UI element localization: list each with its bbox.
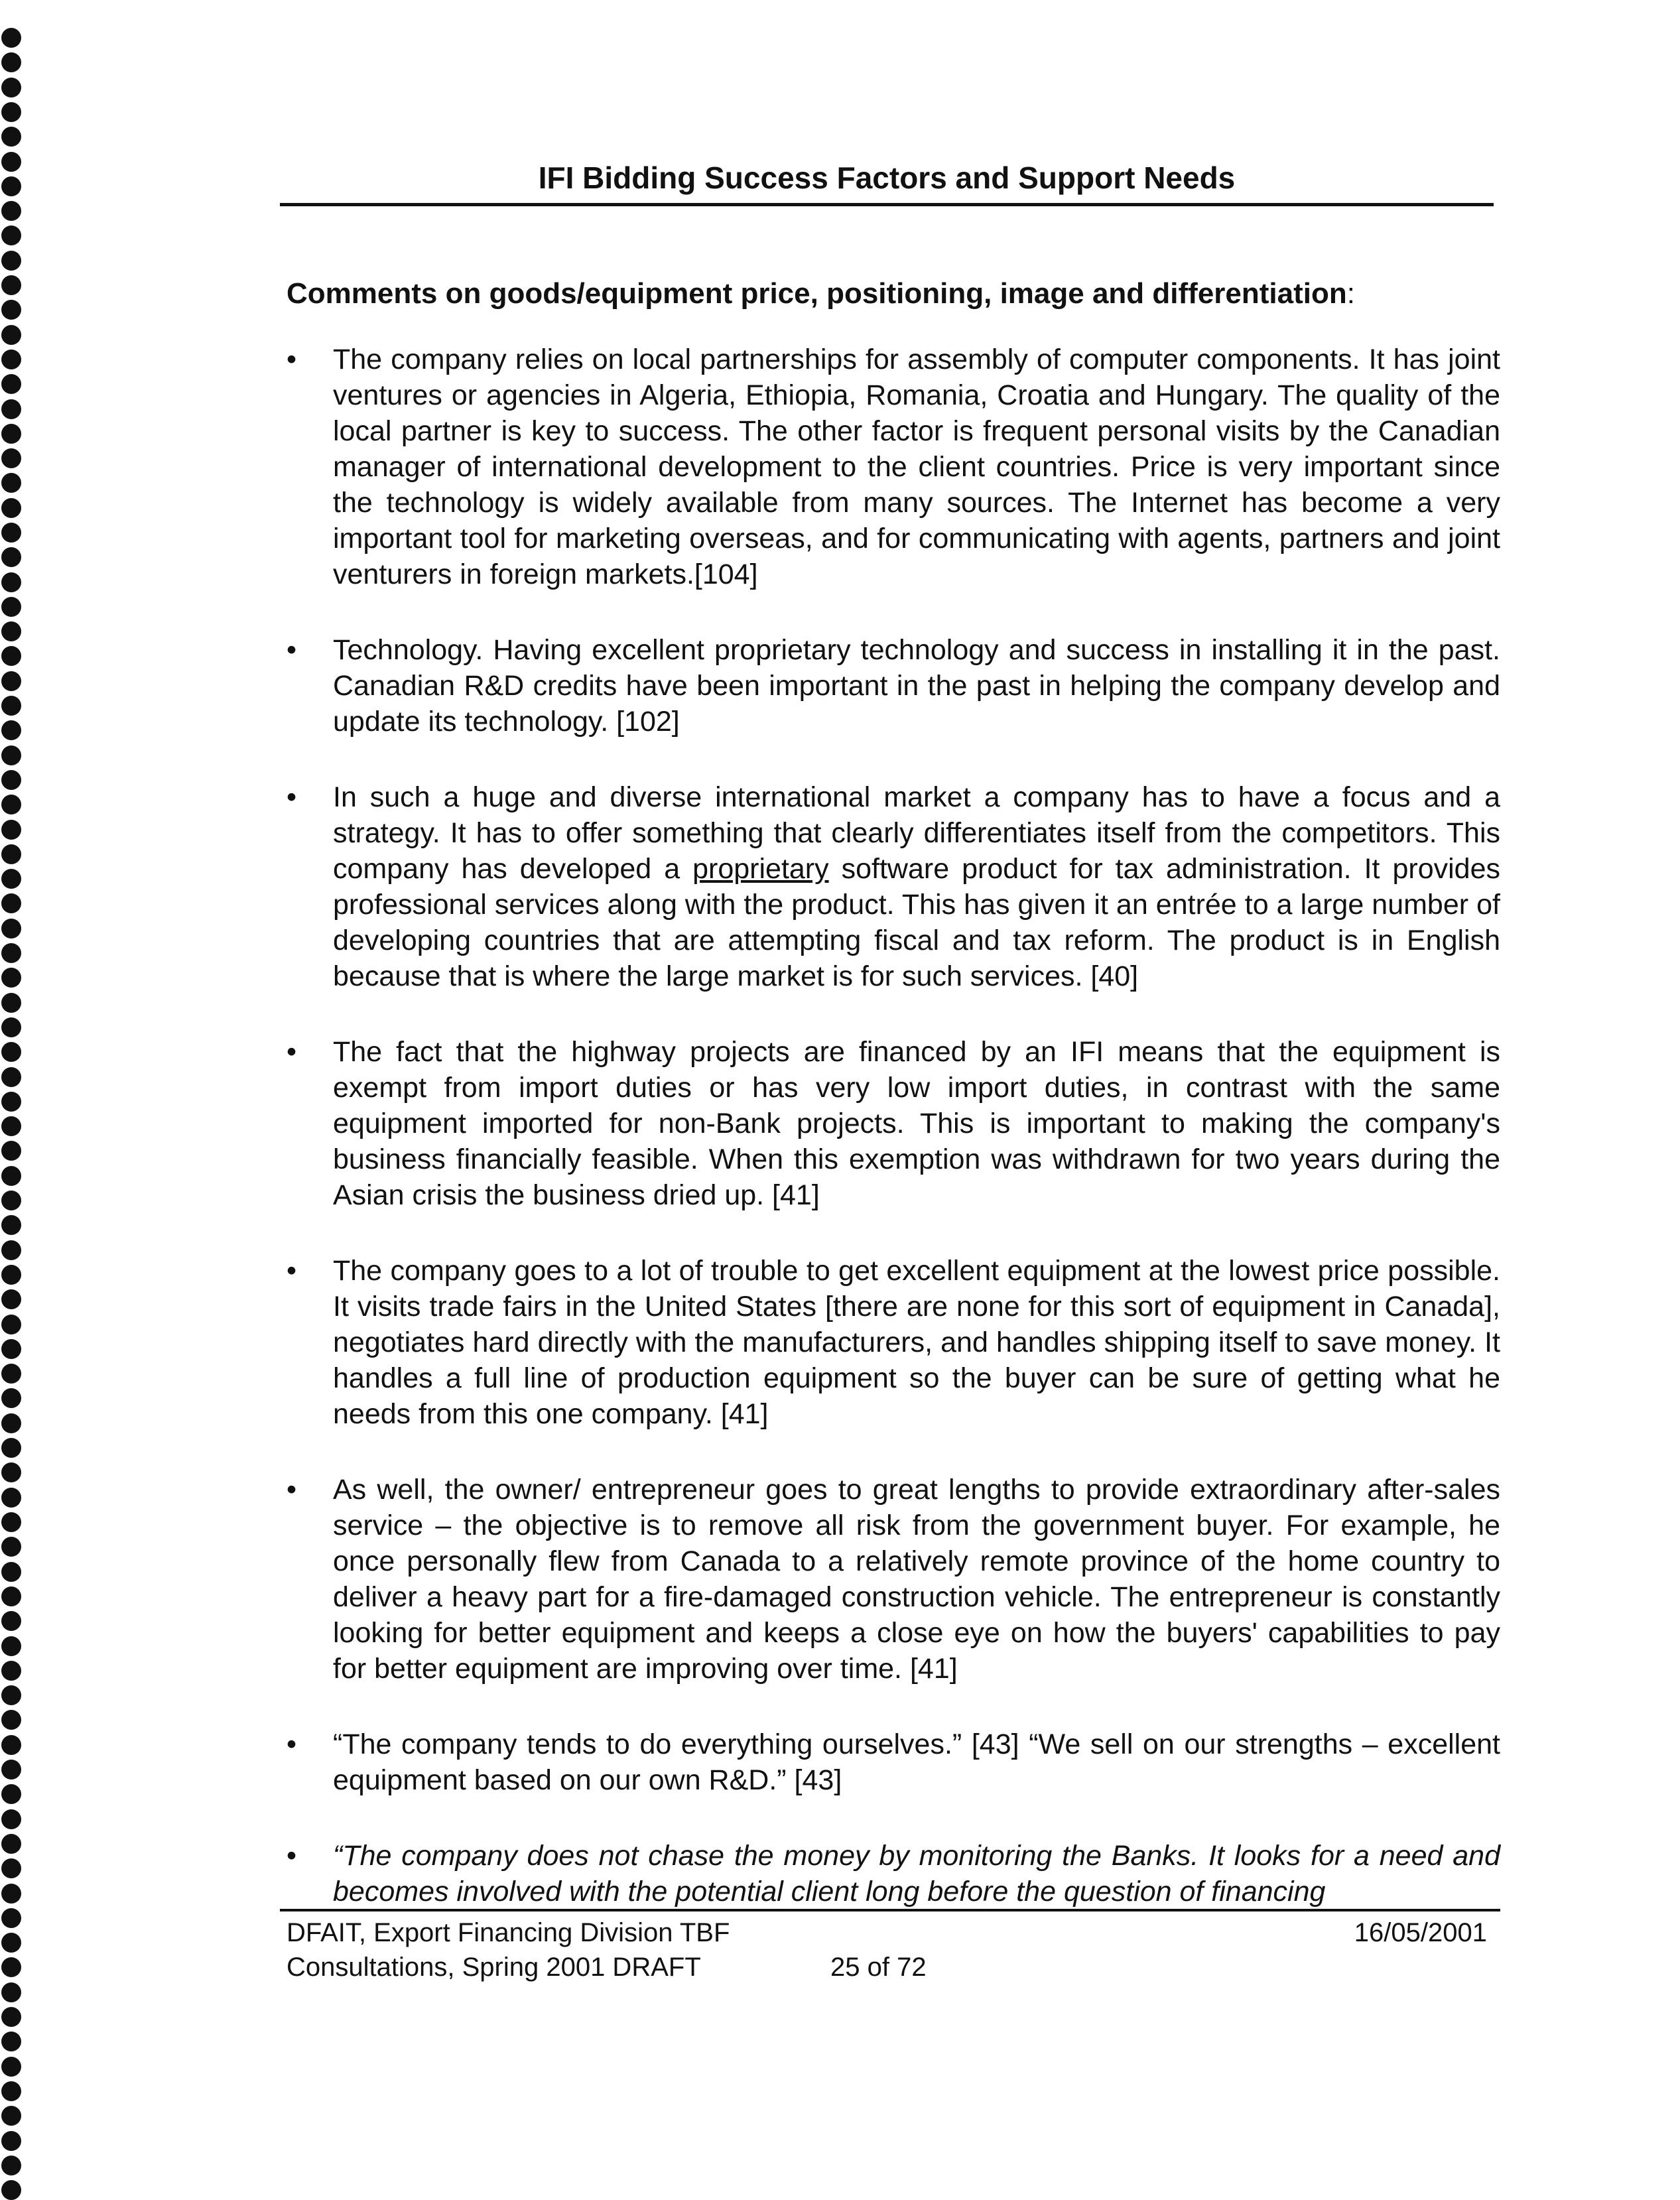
bullet-text-part: In such a huge and diverse international market a company has to have a focus and a strategy. It has to offer something that clearly differentiates itself from the competitors. This company has developed a (333, 781, 1500, 885)
bullet-marker: • (287, 781, 297, 813)
binder-hole (1, 1884, 21, 1904)
binder-hole (1, 943, 21, 963)
bullet-marker: • (287, 1840, 297, 1872)
binder-hole (1, 1661, 21, 1681)
binder-hole (1, 1339, 21, 1359)
binder-hole (1, 176, 21, 196)
binder-hole (1, 696, 21, 716)
binder-hole (1, 300, 21, 320)
binder-hole (1, 448, 21, 468)
binder-hole (1, 1240, 21, 1260)
binder-hole (1, 893, 21, 913)
binder-hole (1, 498, 21, 518)
binder-hole (1, 1116, 21, 1136)
binder-hole (1, 1413, 21, 1433)
page-header: IFI Bidding Success Factors and Support Needs (538, 161, 1236, 195)
binder-hole (1, 1017, 21, 1037)
page-number: 25 of 72 (830, 1953, 927, 1982)
binder-hole (1, 572, 21, 592)
binder-hole (1, 993, 21, 1013)
header-rule (280, 203, 1494, 206)
list-item (280, 1472, 1500, 1687)
bullet-text-part: software product for tax administration. It provides professional services along with the product. This has given it an entrée to a large number of developing countries that are attempting fiscal and tax reform. The product is in English because that is where the large market is for such services. [40] (333, 853, 1500, 992)
binder-hole (1, 325, 21, 345)
binder-hole (1, 2131, 21, 2151)
binder-hole (1, 78, 21, 97)
binder-hole (1, 1215, 21, 1235)
binder-hole (1, 1957, 21, 1977)
binder-hole (1, 646, 21, 666)
binder-hole (1, 251, 21, 271)
list-item (280, 1838, 1500, 1909)
binder-hole (1, 374, 21, 394)
binder-hole (1, 2081, 21, 2101)
binder-hole (1, 28, 21, 48)
binder-hole (1, 1438, 21, 1458)
binder-hole (1, 1834, 21, 1854)
binder-hole (1, 2057, 21, 2077)
binder-hole (1, 1092, 21, 1112)
underlined-term: proprietary (692, 853, 829, 885)
section-heading-colon: : (1346, 277, 1355, 310)
list-item (280, 632, 1500, 740)
binder-hole (1, 1141, 21, 1161)
binder-hole (1, 1315, 21, 1334)
binder-hole (1, 1067, 21, 1087)
binder-hole (1, 1166, 21, 1186)
footer-rule (280, 1909, 1500, 1911)
binder-hole (1, 1908, 21, 1928)
binder-hole (1, 1933, 21, 1953)
binder-hole (1, 597, 21, 617)
bullet-marker: • (287, 1474, 297, 1506)
binder-hole (1, 1512, 21, 1532)
binder-hole (1, 201, 21, 221)
binder-hole (1, 1562, 21, 1582)
binder-hole (1, 621, 21, 641)
binder-hole (1, 844, 21, 864)
bullet-marker: • (287, 1255, 297, 1287)
binder-hole (1, 1735, 21, 1755)
list-item (280, 779, 1500, 994)
binder-hole (1, 2007, 21, 2027)
binder-hole (1, 1364, 21, 1384)
binder-hole (1, 226, 21, 245)
binder-hole (1, 523, 21, 543)
binder-hole (1, 1388, 21, 1408)
binder-hole (1, 968, 21, 988)
binder-hole (1, 1784, 21, 1804)
list-item (280, 1253, 1500, 1432)
comments-list (280, 342, 1500, 1949)
binder-hole (1, 473, 21, 493)
binder-hole (1, 127, 21, 147)
binder-hole (1, 1191, 21, 1210)
binder-hole (1, 1611, 21, 1631)
bullet-text (333, 779, 1500, 994)
bullet-text: As well, the owner/ entrepreneur goes to great lengths to provide extraordinary after-sales service – the objective is to remove all risk from the government buyer. For example, he once personally flew from Canada to a relatively remote province of the home country to deliver a heavy part for a fire-damaged construction vehicle. The entrepreneur is constantly looking for better equipment and keeps a close eye on how the buyers' capabilities to pay for better equipment are improving over time. [41] (333, 1474, 1500, 1685)
binder-hole (1, 1760, 21, 1779)
bullet-text: The company relies on local partnerships for assembly of computer components. It has joint ventures or agencies in Algeria, Ethiopia, Romania, Croatia and Hungary. The quality of the local partner is key to success. The other factor is frequent personal visits by the Canadian manager of international development to the client countries. Price is very important since the technology is widely available from many sources. The Internet has become a very important tool for marketing overseas, and for communicating with agents, partners and joint venturers in foreign markets.[104] (333, 344, 1500, 590)
bullet-marker: • (287, 1728, 297, 1760)
bullet-text: Technology. Having excellent proprietary technology and success in installing it in the past. Canadian R&D credits have been important in the past in helping the company develop and update its technology. [102] (333, 634, 1500, 738)
footer-source (287, 1915, 817, 1984)
list-item (280, 1726, 1500, 1798)
footer-date: 16/05/2001 (1354, 1918, 1487, 1947)
binder-hole (1, 2156, 21, 2175)
binder-hole (1, 770, 21, 790)
binder-hole (1, 671, 21, 691)
binder-hole (1, 52, 21, 72)
binder-hole (1, 152, 21, 172)
binder-hole (1, 820, 21, 840)
binder-hole (1, 350, 21, 369)
binder-hole (1, 1537, 21, 1557)
binder-hole (1, 1586, 21, 1606)
binder-hole (1, 720, 21, 740)
binder-hole (1, 2106, 21, 2126)
binder-hole (1, 399, 21, 419)
binder-hole (1, 869, 21, 889)
binder-hole (1, 745, 21, 765)
bullet-text: The fact that the highway projects are financed by an IFI means that the equipment is exempt from import duties or has very low import duties, in contrast with the same equipment imported for non-Bank projects. This is important to making the company's business financially feasible. When this exemption was withdrawn for two years during the Asian crisis the business dried up. [41] (333, 1036, 1500, 1211)
binder-hole (1, 102, 21, 122)
binder-hole (1, 1858, 21, 1878)
list-item (280, 1034, 1500, 1213)
binder-hole (1, 1488, 21, 1508)
binder-hole (1, 2180, 21, 2200)
bullet-marker: • (287, 634, 297, 666)
binder-hole (1, 795, 21, 814)
binder-hole (1, 2032, 21, 2051)
binder-hole (1, 424, 21, 444)
binder-hole (1, 547, 21, 567)
binder-holes (0, 0, 27, 2194)
binder-hole (1, 1636, 21, 1656)
binder-hole (1, 1289, 21, 1309)
binder-hole (1, 1982, 21, 2002)
section-heading-text: Comments on goods/equipment price, positioning, image and differentiation (287, 277, 1347, 310)
binder-hole (1, 1265, 21, 1285)
binder-hole (1, 919, 21, 938)
bullet-text: The company goes to a lot of trouble to get excellent equipment at the lowest price possible. It visits trade fairs in the United States [there are none for this sort of equipment in Canada], negotiates hard directly with the manufacturers, and handles shipping itself to save money. It handles a full line of production equipment so the buyer can be sure of getting what he needs from this one company. [41] (333, 1255, 1500, 1430)
binder-hole (1, 1685, 21, 1705)
bullet-marker: • (287, 344, 297, 375)
binder-hole (1, 1042, 21, 1062)
binder-hole (1, 1710, 21, 1730)
list-item (280, 342, 1500, 592)
bullet-text: “The company tends to do everything ourselves.” [43] “We sell on our strengths – excellent equipment based on our own R&D.” [43] (333, 1728, 1500, 1796)
footer-line-1: DFAIT, Export Financing Division TBF (287, 1918, 730, 1947)
binder-hole (1, 1809, 21, 1829)
footer-line-2: Consultations, Spring 2001 DRAFT (287, 1953, 701, 1982)
bullet-marker: • (287, 1036, 297, 1068)
binder-hole (1, 275, 21, 295)
binder-hole (1, 1462, 21, 1482)
section-heading (287, 275, 1355, 312)
bullet-text: “The company does not chase the money by monitoring the Banks. It looks for a need and becomes involved with the potential client long before the question of financing (333, 1840, 1500, 1908)
